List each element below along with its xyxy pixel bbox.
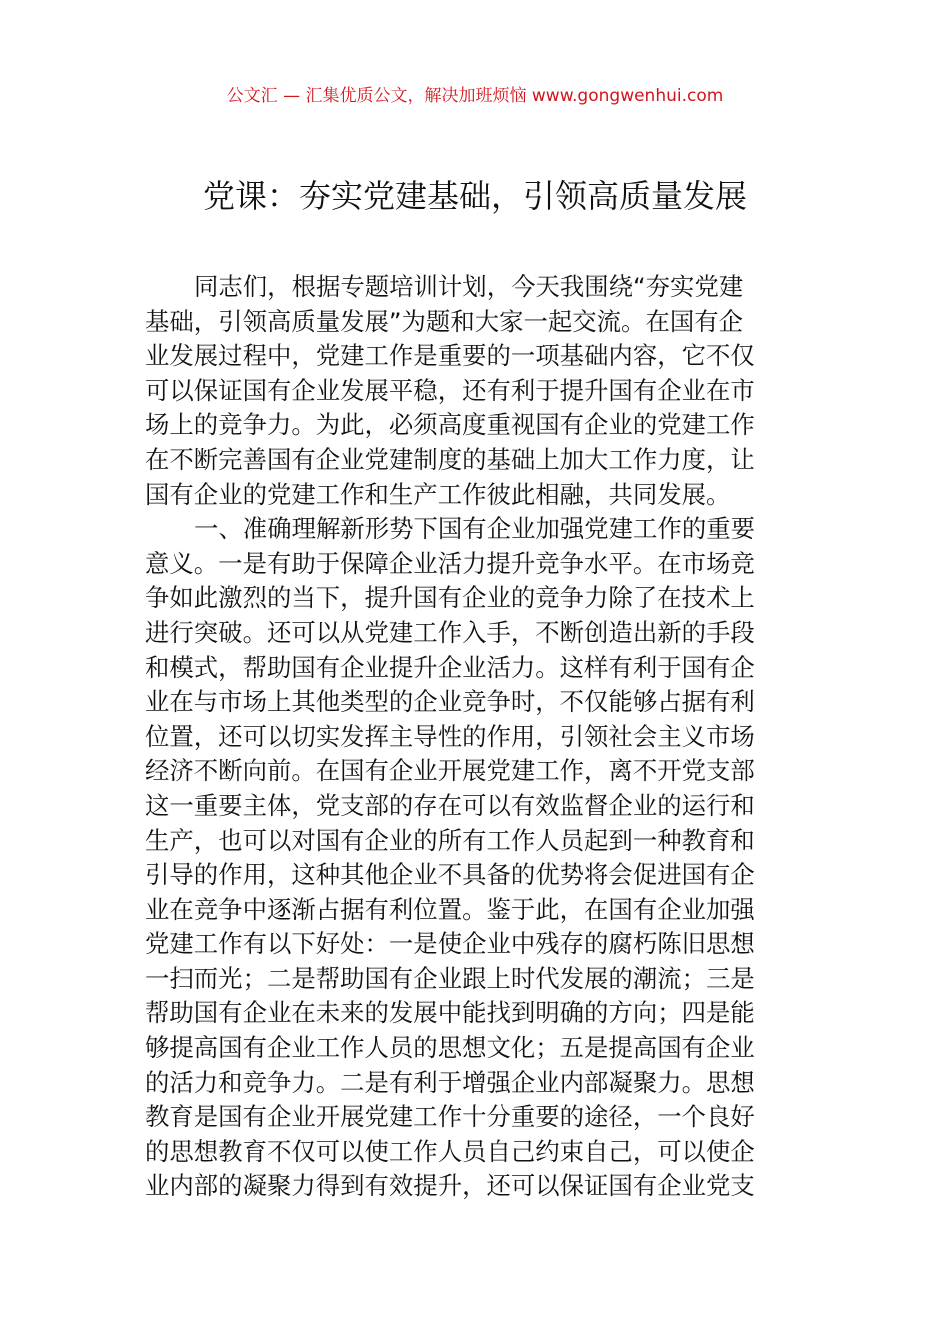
text-line: 业在竞争中逐渐占据有利位置。鉴于此，在国有企业加强 [145,894,755,924]
text-line: 业内部的凝聚力得到有效提升，还可以保证国有企业党支 [145,1171,755,1201]
document-body [145,270,807,1204]
text-line: 国有企业的党建工作和生产工作彼此相融，共同发展。 [145,479,731,509]
site-banner: 公文汇 — 汇集优质公文，解决加班烦恼 www.gongwenhui.com [226,86,724,106]
text-line: 位置，还可以切实发挥主导性的作用，引领社会主义市场 [145,721,755,751]
text-line: 一扫而光；二是帮助国有企业跟上时代发展的潮流；三是 [145,963,755,993]
text-line: 基础，引领高质量发展”为题和大家一起交流。在国有企 [145,306,744,336]
text-line: 的思想教育不仅可以使工作人员自己约束自己，可以使企 [145,1136,755,1166]
text-line: 引导的作用，这种其他企业不具备的优势将会促进国有企 [145,860,755,890]
text-line: 进行突破。还可以从党建工作入手，不断创造出新的手段 [145,617,755,647]
text-line: 和模式，帮助国有企业提升企业活力。这样有利于国有企 [145,652,755,682]
text-line: 业发展过程中，党建工作是重要的一项基础内容，它不仅 [145,341,755,371]
text-line: 业在与市场上其他类型的企业竞争时，不仅能够占据有利 [145,687,755,717]
text-line: 同志们，根据专题培训计划，今天我围绕“夯实党建 [194,272,744,301]
text-line: 帮助国有企业在未来的发展中能找到明确的方向；四是能 [145,998,755,1028]
text-line: 一、准确理解新形势下国有企业加强党建工作的重要 [194,514,755,544]
text-line: 争如此激烈的当下，提升国有企业的竞争力除了在技术上 [145,583,755,613]
text-line: 的活力和竞争力。二是有利于增强企业内部凝聚力。思想 [145,1067,755,1097]
text-line: 意义。一是有助于保障企业活力提升竞争水平。在市场竞 [145,548,755,578]
text-line: 生产，也可以对国有企业的所有工作人员起到一种教育和 [145,825,755,855]
document-title: 党课：夯实党建基础，引领高质量发展 [202,177,747,215]
text-line: 这一重要主体，党支部的存在可以有效监督企业的运行和 [145,790,755,820]
text-line: 教育是国有企业开展党建工作十分重要的途径，一个良好 [145,1102,755,1132]
text-line: 经济不断向前。在国有企业开展党建工作，离不开党支部 [145,756,755,786]
text-line: 党建工作有以下好处：一是使企业中残存的腐朽陈旧思想 [145,929,755,959]
text-line: 可以保证国有企业发展平稳，还有利于提升国有企业在市 [145,375,755,405]
text-line: 够提高国有企业工作人员的思想文化；五是提高国有企业 [145,1033,755,1063]
text-line: 场上的竞争力。为此，必须高度重视国有企业的党建工作 [145,410,755,440]
text-line: 在不断完善国有企业党建制度的基础上加大工作力度，让 [145,444,755,474]
